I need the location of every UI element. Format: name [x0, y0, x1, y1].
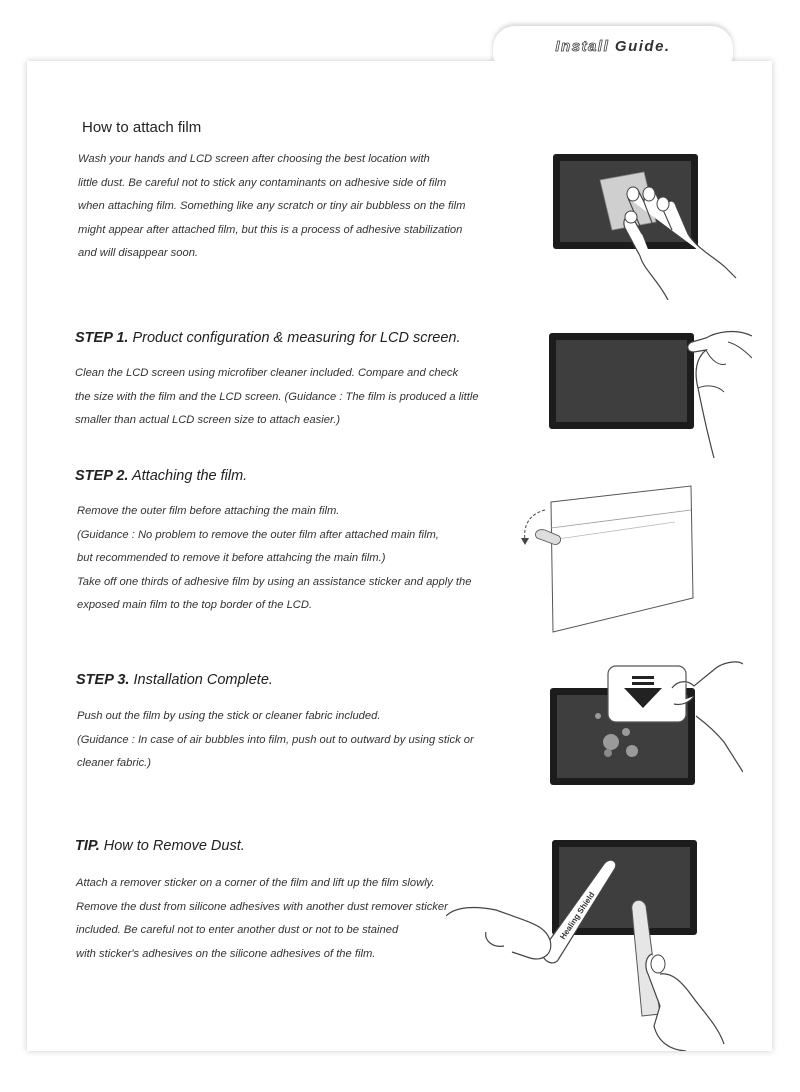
- text-line: Clean the LCD screen using microfiber cleaner included. Compare and check: [75, 367, 459, 379]
- text-line: with sticker's adhesives on the silicone adhesives of the film.: [76, 947, 376, 960]
- step3-body: [77, 705, 474, 776]
- tip-heading: TIP. How to Remove Dust.: [75, 838, 245, 854]
- left-hand-icon: [446, 908, 551, 960]
- step1-body: [75, 362, 479, 433]
- clean-screen-illustration: [548, 150, 743, 300]
- text-line: cleaner fabric.): [77, 757, 151, 769]
- text-line: little dust. Be careful not to stick any contaminants on adhesive side of film: [78, 176, 447, 189]
- step2-heading: STEP 2. Attaching the film.: [75, 468, 248, 484]
- text-line: Remove the dust from silicone adhesives with another dust remover sticker: [76, 900, 448, 913]
- text-line: Push out the film by using the stick or cleaner fabric included.: [77, 710, 381, 722]
- intro-section: [82, 119, 201, 136]
- text-line: (Guidance : No problem to remove the outer film after attached main film,: [77, 528, 439, 541]
- text-line: might appear after attached film, but this is a process of adhesive stabilization: [78, 223, 463, 236]
- peel-film-illustration: [515, 480, 700, 635]
- text-line: Take off one thirds of adhesive film by using an assistance sticker and apply the: [77, 575, 472, 588]
- step3-heading: STEP 3. Installation Complete.: [76, 672, 273, 688]
- svg-text:Healing Shield: Healing Shield: [558, 890, 597, 942]
- text-line: (Guidance : In case of air bubbles into film, push out to outward by using stick or: [77, 733, 474, 746]
- remove-dust-illustration: [446, 836, 726, 1051]
- text-line: Remove the outer film before attaching the main film.: [77, 505, 340, 517]
- step1-heading: STEP 1. Product configuration & measuring for LCD screen.: [75, 330, 461, 346]
- text-line: Attach a remover sticker on a corner of the film and lift up the film slowly.: [76, 877, 435, 889]
- intro-body: [78, 148, 465, 266]
- intro-heading: How to attach film: [82, 119, 202, 136]
- text-line: included. Be careful not to enter another dust or not to be stained: [76, 924, 399, 936]
- text-line: Wash your hands and LCD screen after choosing the best location with: [78, 153, 430, 165]
- text-line: but recommended to remove it before attahcing the main film.): [77, 552, 386, 564]
- text-line: the size with the film and the LCD screen. (Guidance : The film is produced a little: [75, 390, 479, 403]
- film-sheet: [551, 486, 693, 632]
- measure-screen-illustration: [546, 328, 752, 460]
- hand-icon: [688, 332, 752, 458]
- text-line: exposed main film to the top border of the LCD.: [77, 599, 313, 611]
- text-line: smaller than actual LCD screen size to attach easier.): [75, 414, 341, 426]
- text-line: when attaching film. Something like any scratch or tiny air bubbless on the film: [78, 200, 466, 212]
- install-guide-title: Install Guide.: [555, 38, 671, 55]
- push-bubbles-illustration: [548, 658, 743, 788]
- tip-body: [76, 872, 448, 966]
- text-line: and will disappear soon.: [78, 247, 199, 259]
- step2-body: [77, 500, 471, 618]
- air-bubble-icon: [603, 734, 619, 750]
